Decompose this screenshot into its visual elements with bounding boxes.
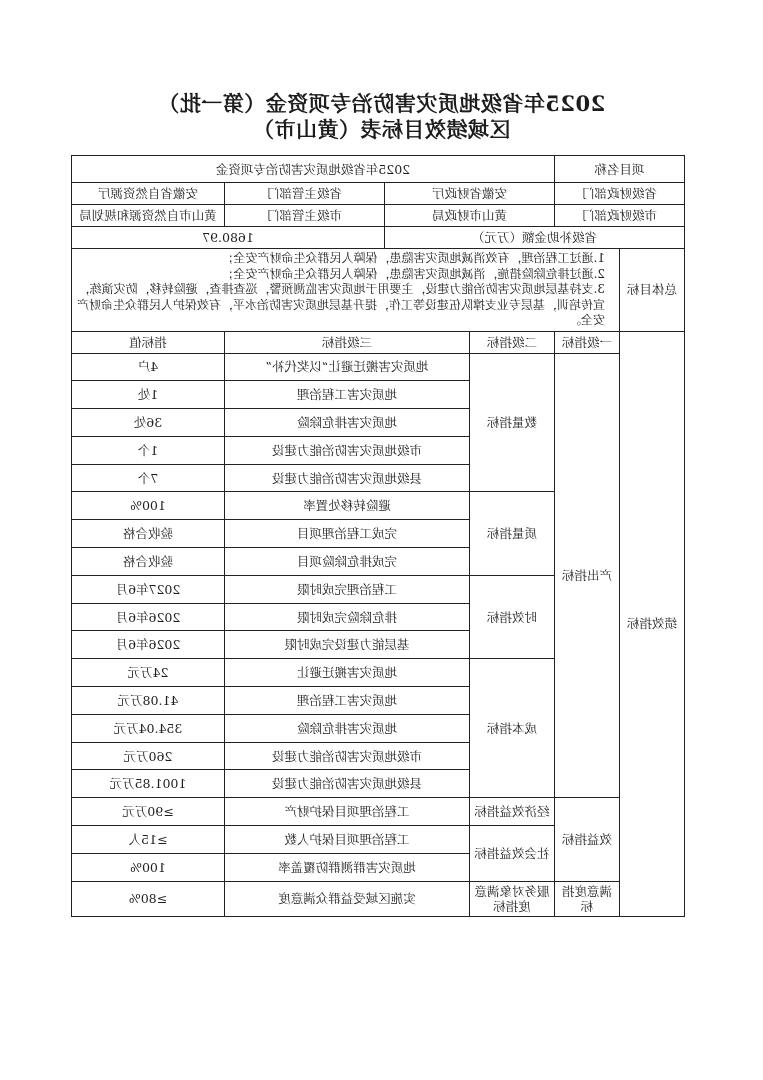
- indicator-name: 地质灾害工程治理: [224, 381, 469, 409]
- overall-goal-item: 3.支持基层地质灾害防治能力建设，主要用于地质灾害监测预警，巡查排查，避险转移，防灾演练，宣传培训，基层专业支撑队伍建设等工作，提升基层地质灾害防治水平，有效保护人民群众生命财产安全。: [76, 282, 605, 327]
- header-level2: 二级指标: [469, 331, 554, 353]
- overall-goal-item: 2.通过排危除险措施，消减地质灾害隐患，保障人民群众生命财产安全；: [221, 266, 605, 281]
- indicator-name: 工程治理项目保护人数: [224, 826, 469, 854]
- indicator-value: 4户: [71, 353, 224, 381]
- indicator-name: 工程治理完成时限: [224, 575, 469, 603]
- indicator-name: 市级地质灾害防治能力建设: [224, 742, 469, 770]
- level2-quantity: 数量指标: [469, 353, 554, 492]
- indicator-value: 7个: [71, 464, 224, 492]
- table-row: [71, 353, 684, 381]
- provincial-authority-value: 安徽省自然资源厅: [71, 183, 224, 205]
- header-value: 指标值: [71, 331, 224, 353]
- indicator-name: 地质灾害排危除险: [224, 409, 469, 437]
- indicator-value: 260万元: [71, 742, 224, 770]
- indicator-value: 100%: [71, 853, 224, 881]
- indicator-value: 1处: [71, 381, 224, 409]
- indicator-name: 地质灾害工程治理: [224, 687, 469, 715]
- header-level3: 三级指标: [224, 331, 469, 353]
- indicator-value: 验收合格: [71, 520, 224, 548]
- subsidy-value: 1680.97: [71, 227, 384, 249]
- indicator-name: 完成排危除险项目: [224, 548, 469, 576]
- project-name-row: [71, 156, 684, 183]
- indicator-name: 实施区域受益群众满意度: [224, 881, 469, 916]
- level2-quality: 质量指标: [469, 492, 554, 575]
- project-name-label: 项目名称: [554, 156, 684, 183]
- indicator-name: 基层能力建设完成时限: [224, 631, 469, 659]
- indicator-name: 县级地质灾害防治能力建设: [224, 770, 469, 798]
- indicator-value: 1个: [71, 436, 224, 464]
- provincial-departments-row: [71, 183, 684, 205]
- level2-cost: 成本指标: [469, 659, 554, 798]
- indicator-name: 地质灾害搬迁避让“以奖代补”: [224, 353, 469, 381]
- overall-goal-text: [71, 249, 619, 332]
- indicator-value: 2026年6月: [71, 603, 224, 631]
- indicator-name: 避险转移处置率: [224, 492, 469, 520]
- level1-benefit: 效益指标: [554, 798, 619, 881]
- city-finance-value: 黄山市财政局: [384, 205, 554, 227]
- subsidy-row: [71, 227, 684, 249]
- level2-social-benefit: 社会效益指标: [469, 826, 554, 882]
- indicator-value: 2027年6月: [71, 575, 224, 603]
- indicator-name: 县级地质灾害防治能力建设: [224, 464, 469, 492]
- performance-target-table: [71, 155, 685, 917]
- indicator-value: 36处: [71, 409, 224, 437]
- indicator-name: 完成工程治理项目: [224, 520, 469, 548]
- indicator-name: 市级地质灾害防治能力建设: [224, 436, 469, 464]
- overall-goal-item: 1.通过工程治理，有效消减地质灾害隐患，保障人民群众生命财产安全；: [221, 251, 605, 265]
- performance-indicators-label: 绩效指标: [620, 331, 685, 916]
- provincial-finance-label: 省级财政部门: [554, 183, 684, 205]
- table-row: [71, 881, 684, 916]
- city-authority-value: 黄山市自然资源和规划局: [71, 205, 224, 227]
- indicator-name: 地质灾害搬迁避让: [224, 659, 469, 687]
- indicator-value: ≥80%: [71, 881, 224, 916]
- subsidy-label: 省级补助金额（万元）: [384, 227, 684, 249]
- indicator-name: 工程治理项目保护财产: [224, 798, 469, 826]
- level2-service-satisfaction: 服务对象满意度指标: [469, 881, 554, 916]
- overall-goal-label: 总体目标: [620, 249, 685, 332]
- indicator-value: 24万元: [71, 659, 224, 687]
- indicator-value: ≥90万元: [71, 798, 224, 826]
- table-row: [71, 798, 684, 826]
- document-title: [0, 91, 763, 143]
- provincial-authority-label: 省级主管部门: [224, 183, 384, 205]
- city-authority-label: 市级主管部门: [224, 205, 384, 227]
- indicator-value: 41.08万元: [71, 687, 224, 715]
- overall-goal-row: [71, 249, 684, 332]
- indicator-name: 排危除险完成时限: [224, 603, 469, 631]
- city-departments-row: [71, 205, 684, 227]
- indicator-name: 地质灾害排危除险: [224, 714, 469, 742]
- indicator-value: 验收合格: [71, 548, 224, 576]
- indicator-value: 2026年6月: [71, 631, 224, 659]
- level1-satisfaction: 满意度指标: [554, 881, 619, 916]
- city-finance-label: 市级财政部门: [554, 205, 684, 227]
- indicator-value: 354.04万元: [71, 714, 224, 742]
- indicator-value: 100%: [71, 492, 224, 520]
- provincial-finance-value: 安徽省财政厅: [384, 183, 554, 205]
- indicator-value: 1001.85万元: [71, 770, 224, 798]
- indicator-name: 地质灾害群测群防覆盖率: [224, 853, 469, 881]
- indicator-header-row: [71, 331, 684, 353]
- level2-economic-benefit: 经济效益指标: [469, 798, 554, 826]
- level2-timeliness: 时效指标: [469, 575, 554, 658]
- title-line-1: 2025年省级地质灾害防治专项资金（第一批）: [157, 91, 606, 116]
- indicator-value: ≥15人: [71, 826, 224, 854]
- title-line-2: 区域绩效目标表（黄山市）: [252, 117, 511, 142]
- project-name-value: 2025年省级地质灾害防治专项资金: [71, 156, 554, 183]
- header-level1: 一级指标: [554, 331, 619, 353]
- level1-output: 产出指标: [554, 353, 619, 798]
